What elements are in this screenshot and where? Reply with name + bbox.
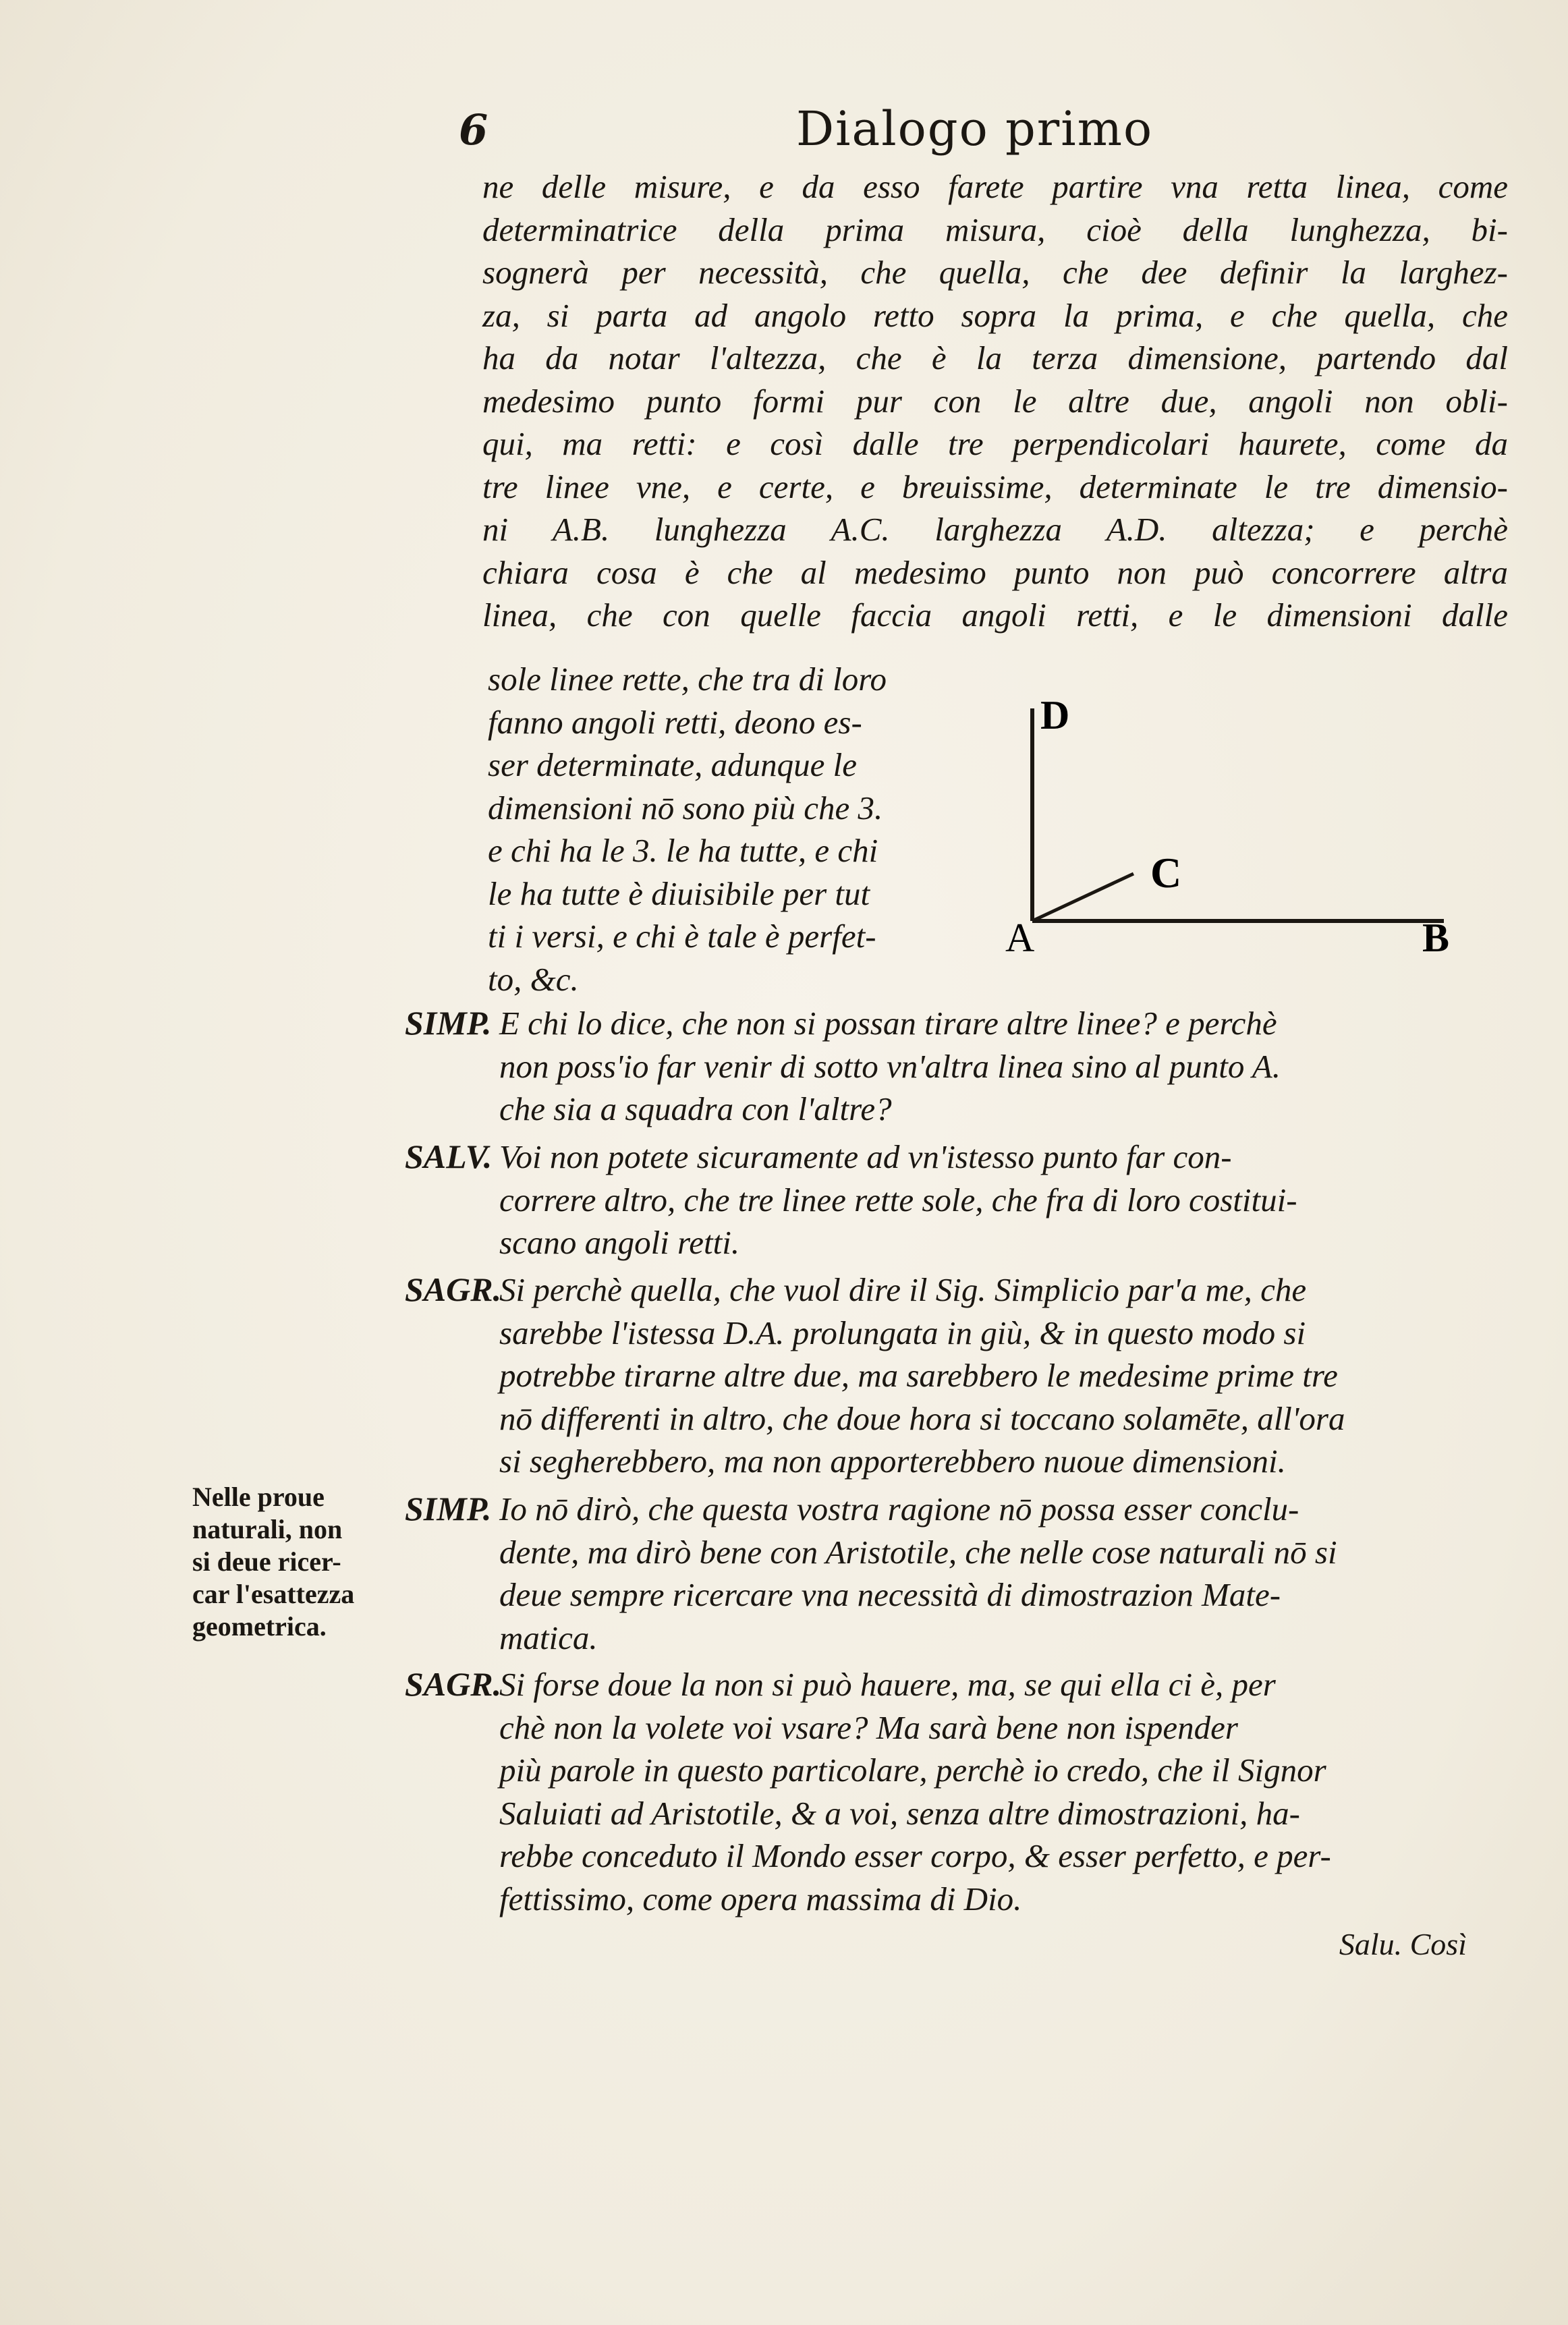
- text-line: ne delle misure, e da esso farete partire vna retta linea, come: [482, 168, 1508, 205]
- text-line: dimensioni nō sono più che 3.: [488, 789, 883, 827]
- running-title: Dialogo primo: [796, 101, 1154, 157]
- text-line: ti i versi, e chi è tale è perfet-: [488, 918, 876, 955]
- text-line: sole linee rette, che tra di loro: [488, 661, 887, 698]
- line-ac: [1032, 874, 1133, 921]
- text-line: chè non la volete voi vsare? Ma sarà bene non ispender: [499, 1708, 1238, 1746]
- text-line: sognerà per necessità, che quella, che dee definir la larghez-: [482, 254, 1508, 291]
- text-line: linea, che con quelle faccia angoli retti, e le dimensioni dalle: [482, 596, 1508, 634]
- text-line: le ha tutte è diuisibile per tut: [488, 874, 870, 912]
- speaker-label: SIMP.: [405, 1490, 492, 1528]
- text-line: E chi lo dice, che non si possan tirare altre linee? e perchè: [499, 1005, 1277, 1042]
- text-line: nō differenti in altro, che doue hora si toccano solamēte, all'ora: [499, 1399, 1345, 1437]
- text-line: fettissimo, come opera massima di Dio.: [499, 1880, 1022, 1917]
- margin-note-line: naturali, non: [192, 1514, 343, 1544]
- page-number: 6: [459, 105, 488, 155]
- text-line: sarebbe l'istessa D.A. prolungata in giù, & in questo modo si: [499, 1314, 1306, 1351]
- text-beside-figure: [488, 658, 960, 1001]
- margin-note-line: Nelle proue: [192, 1482, 325, 1512]
- text-line: tre linee vne, e certe, e breuissime, determinate le tre dimensio-: [482, 468, 1508, 505]
- text-line: non poss'io far venir di sotto vn'altra linea sino al punto A.: [499, 1047, 1281, 1085]
- text-line: più parole in questo particolare, perchè io credo, che il Signor: [499, 1752, 1326, 1789]
- page-header: [459, 101, 1268, 175]
- speech-sagredo-1: [405, 1268, 1498, 1483]
- text-line: ha da notar l'altezza, che è la terza dimensione, partendo dal: [482, 339, 1508, 376]
- text-line: Voi non potete sicuramente ad vn'istesso punto far con-: [499, 1138, 1232, 1175]
- text-line: che sia a squadra con l'altre?: [499, 1090, 892, 1127]
- text-line: fanno angoli retti, deono es-: [488, 703, 862, 741]
- text-line: za, si parta ad angolo retto sopra la prima, e che quella, che: [482, 296, 1508, 334]
- text-line: potrebbe tirarne altre due, ma sarebbero le medesime prime tre: [499, 1357, 1338, 1394]
- text-line: scano angoli retti.: [499, 1224, 740, 1261]
- text-line: Saluiati ad Aristotile, & a voi, senza altre dimostrazioni, ha-: [499, 1794, 1300, 1832]
- text-line: to, &c.: [488, 960, 579, 998]
- speech-sagredo-2: [405, 1663, 1498, 1920]
- text-line: ni A.B. lunghezza A.C. larghezza A.D. altezza; e perchè: [482, 511, 1508, 548]
- margin-note-line: si deue ricer-: [192, 1546, 341, 1577]
- text-line: correre altro, che tre linee rette sole, che fra di loro costitui-: [499, 1181, 1297, 1218]
- margin-note-line: car l'esattezza: [192, 1579, 355, 1609]
- speaker-label: SAGR.: [405, 1665, 502, 1703]
- text-line: e chi ha le 3. le ha tutte, e chi: [488, 832, 878, 869]
- catchword: Salu. Così: [1339, 1927, 1467, 1961]
- point-b-label: B: [1422, 916, 1450, 960]
- text-line: qui, ma retti: e così dalle tre perpendicolari haurete, come da: [482, 425, 1508, 462]
- speech-salviati-1: [405, 1136, 1498, 1264]
- point-c-label: C: [1150, 849, 1182, 897]
- body-text: [482, 165, 1508, 637]
- speech-simplicio-2: [405, 1488, 1498, 1659]
- speech-simplicio-1: [405, 1002, 1498, 1131]
- point-d-label: D: [1040, 693, 1070, 737]
- text-line: dente, ma dirò bene con Aristotile, che nelle cose naturali nō si: [499, 1533, 1337, 1571]
- speaker-label: SAGR.: [405, 1270, 502, 1308]
- margin-note: [192, 1481, 395, 1643]
- text-line: Si perchè quella, che vuol dire il Sig. Simplicio par'a me, che: [499, 1271, 1307, 1308]
- dimensions-diagram: [999, 681, 1484, 965]
- text-line: si segherebbero, ma non apporterebbero nuoue dimensioni.: [499, 1442, 1286, 1480]
- text-line: rebbe conceduto il Mondo esser corpo, & esser perfetto, e per-: [499, 1837, 1331, 1874]
- text-line: chiara cosa è che al medesimo punto non può concorrere altra: [482, 553, 1508, 591]
- text-line: determinatrice della prima misura, cioè della lunghezza, bi-: [482, 211, 1508, 248]
- speaker-label: SIMP.: [405, 1004, 492, 1042]
- speaker-label: SALV.: [405, 1138, 493, 1175]
- text-line: ser determinate, adunque le: [488, 746, 858, 783]
- text-line: Si forse doue la non si può hauere, ma, se qui ella ci è, per: [499, 1666, 1276, 1703]
- text-line: matica.: [499, 1619, 598, 1656]
- text-line: Io nō dirò, che questa vostra ragione nō possa esser conclu-: [499, 1490, 1299, 1528]
- text-line: deue sempre ricercare vna necessità di dimostrazion Mate-: [499, 1576, 1281, 1613]
- text-line: medesimo punto formi pur con le altre due, angoli non obli-: [482, 382, 1508, 420]
- margin-note-line: geometrica.: [192, 1611, 327, 1642]
- point-a-label: A: [1005, 916, 1035, 960]
